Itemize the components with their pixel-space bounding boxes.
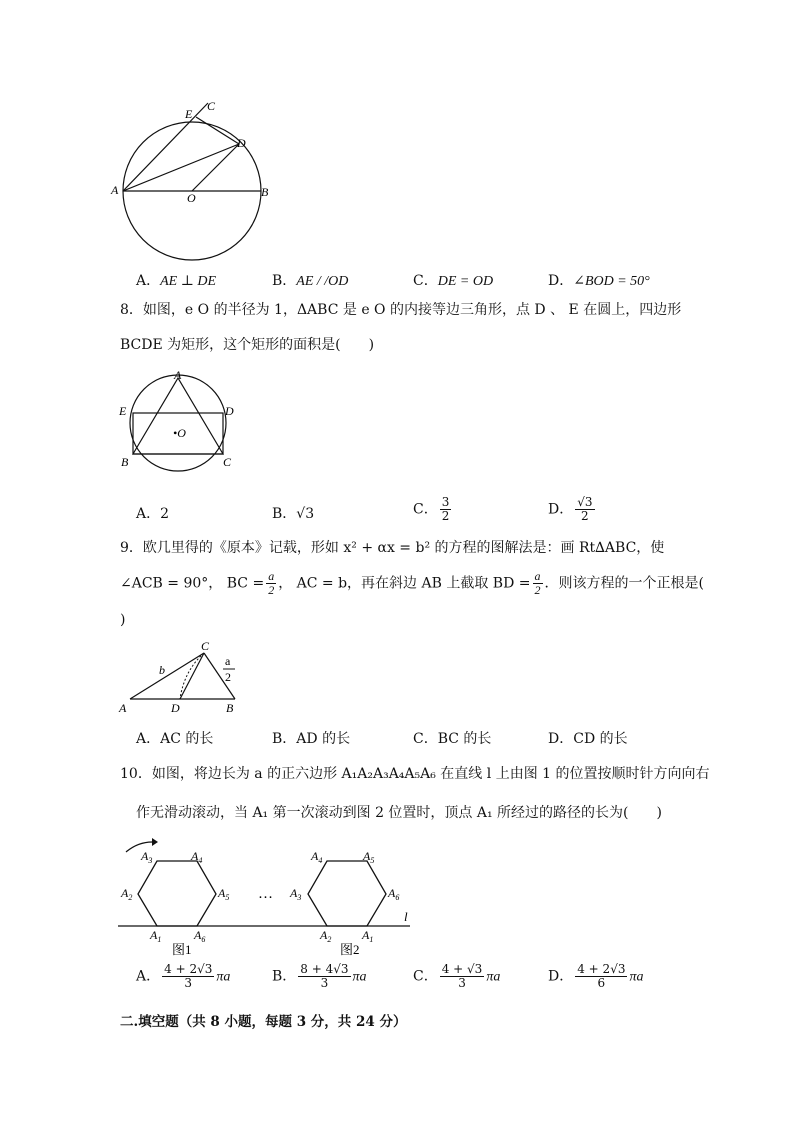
q8-option-b [272,503,314,523]
q9-option-a [136,728,213,748]
q7-option-d-letter: D． [548,273,574,289]
q7-option-a-letter: A． [136,273,161,289]
q8-option-c [413,496,453,523]
q7-option-d-text: ∠BOD = 50° [573,274,650,289]
q10-option-c-fraction [440,963,485,990]
q10-option-c-den: 3 [458,976,466,990]
q10-label-l: l [404,909,408,924]
q7-label-b: B [261,185,269,199]
q10-option-b [272,963,367,990]
q8-option-c-num: 3 [441,495,450,509]
q9-option-a-text: AC 的长 [160,731,214,747]
q10-option-d [548,963,643,990]
q8-circle [130,375,226,471]
q7-line-ed [196,117,239,144]
q9-option-a-letter: A． [136,731,161,747]
q10-option-c-tail: πa [486,969,501,985]
q10-hexagon-fig2 [308,861,386,926]
q9-stem-line3: ) [120,612,126,628]
q10-fig1-label-a1: $A_1$ [150,928,162,944]
q7-option-b-text: AE / /OD [296,274,349,289]
q9-label-b-side: b [159,663,165,677]
q7-option-a [136,270,216,290]
q10-option-b-den: 3 [320,976,329,990]
q9-figure [114,636,254,716]
q9-line2b: ， AC = b，再在斜边 AB 上截取 BD = [278,575,531,592]
q8-option-a-letter: A． [136,506,161,522]
q9-label-a-half-den: 2 [225,670,231,684]
q7-option-d [548,270,650,290]
q9-frac-bd [533,570,543,597]
q10-option-c-num: 4 + √3 [441,962,483,976]
q7-label-e: E [185,107,193,121]
q10-option-b-fraction [298,963,350,990]
q10-option-b-num: 8 + 4√3 [300,962,349,976]
q10-fig1-label-a3: $A_3$ [141,849,153,865]
q8-stem-line1 [120,300,681,320]
q7-line-od [192,144,239,191]
q10-line1: 如图，将边长为 a 的正六边形 A₁A₂A₃A₄A₅A₆ 在直线 l 上由图 1 的位置按顺时针方向向右 [151,766,710,782]
q10-option-a-letter: A． [136,968,161,985]
q10-caption-fig1: 图1 [172,942,192,957]
q9-option-b-text: AD 的长 [296,731,351,747]
q9-option-c-letter: C． [413,731,438,747]
q9-frac-bc-den: 2 [268,583,275,597]
q9-stem-line1 [120,538,664,558]
q8-option-c-fraction [440,496,452,523]
q7-figure [110,95,290,265]
q9-frac-bc [266,570,276,597]
q9-frac-bc-num: a [268,569,275,583]
q7-option-c-letter: C． [413,273,438,289]
q7-line-ac [123,103,208,191]
q8-option-a-text: 2 [160,506,170,522]
q9-stem-line2 [120,570,704,597]
q10-stem-line2: 作无滑动滚动，当 A₁ 第一次滚动到图 2 位置时，顶点 A₁ 所经过的路径的长为( ) [136,805,662,821]
q10-option-c-letter: C． [413,968,438,985]
q10-option-c [413,963,500,990]
q10-fig2-label-a2: $A_2$ [320,928,332,944]
q9-option-b-letter: B． [272,731,297,747]
q9-frac-bd-num: a [534,569,541,583]
q10-fig2-label-a5: $A_5$ [363,849,375,865]
q8-option-d [548,496,597,523]
q10-option-b-letter: B． [272,968,297,985]
q7-option-b [272,270,348,290]
q10-option-b-tail: πa [352,969,367,985]
q8-label-a: A [174,370,182,382]
q8-option-c-letter: C． [413,501,438,518]
q7-label-o: O [187,191,196,205]
q10-figure [110,832,420,960]
q9-number: 9． [120,540,143,556]
q9-side-ac [130,653,204,699]
q8-stem-line2: BCDE 为矩形，这个矩形的面积是( ) [120,337,375,353]
q9-label-a-half-num: a [225,654,231,668]
q9-option-d [548,728,628,748]
q9-label-d: D [171,701,180,715]
q7-option-b-letter: B． [272,273,297,289]
q9-label-b: B [226,701,234,715]
q9-line1: 欧几里得的《原本》记载，形如 x² + αx = b² 的方程的图解法是：画 Rt∆ABC，使 [142,540,665,556]
q7-label-d: D [237,136,246,150]
q8-label-c: C [223,455,232,469]
q8-label-e: E [119,404,127,418]
section-2-heading: 二.填空题（共 8 小题，每题 3 分，共 24 分） [120,1014,407,1030]
q8-option-d-letter: D． [548,501,574,518]
q8-label-o: •O [173,426,186,440]
q9-option-d-letter: D． [548,731,574,747]
q10-option-a [136,963,230,990]
q10-option-a-fraction [162,963,214,990]
q8-figure [114,370,244,475]
q7-label-c: C [207,99,216,113]
q9-label-a: A [119,701,127,715]
q10-dots: … [258,886,273,902]
q10-option-a-tail: πa [216,969,231,985]
q10-fig1-label-a6: $A_6$ [194,928,206,944]
q10-fig1-label-a5: $A_5$ [218,886,230,902]
q10-fig2-label-a1: $A_1$ [362,928,374,944]
q10-caption-fig2: 图2 [340,942,360,957]
q10-number: 10． [120,766,152,782]
q9-option-c-text: BC 的长 [437,731,492,747]
q8-option-b-letter: B． [272,506,297,522]
q8-label-d: D [225,404,234,418]
q9-frac-bd-den: 2 [534,583,541,597]
q10-fig2-label-a4: $A_4$ [311,849,323,865]
q9-option-d-text: CD 的长 [573,731,628,747]
q10-option-a-den: 3 [184,976,193,990]
q9-option-b [272,728,350,748]
q9-option-c [413,728,491,748]
q9-line2c: ．则该方程的一个正根是( [544,575,704,592]
q8-option-d-den: 2 [581,509,589,523]
q10-stem-line1 [120,764,710,784]
q10-option-d-letter: D． [548,968,574,985]
q10-hexagon-fig1 [138,861,216,926]
q8-option-d-fraction [575,496,594,523]
q10-option-d-num: 4 + 2√3 [577,962,626,976]
q7-label-a: A [111,183,119,197]
q10-fig2-label-a3: $A_3$ [290,886,302,902]
q8-label-b: B [121,455,129,469]
q10-fig1-label-a2: $A_2$ [121,886,133,902]
q9-line2a: ∠ACB = 90°， BC = [120,575,265,592]
q7-option-a-text: AE ⊥ DE [160,274,217,289]
q8-number: 8． [120,302,143,318]
q7-line-ad [123,144,239,191]
q8-option-d-num: √3 [577,495,593,509]
q10-option-d-fraction [575,963,627,990]
q7-option-c-text: DE = OD [437,274,494,289]
q10-option-d-tail: πa [629,969,644,985]
q8-option-b-text: √3 [296,506,315,522]
q10-rotation-arrowhead-icon [152,838,158,846]
q10-fig2-label-a6: $A_6$ [388,886,400,902]
q10-option-a-num: 4 + 2√3 [164,962,213,976]
q7-option-c [413,270,493,290]
q8-triangle-abc [133,378,223,454]
q10-fig1-label-a4: $A_4$ [191,849,203,865]
q8-option-a [136,503,169,523]
q8-option-c-den: 2 [441,509,450,523]
q8-line1: 如图，e O 的半径为 1，ΔABC 是 e O 的内接等边三角形，点 D 、 E 在圆上，四边形 [142,302,682,318]
q9-label-c: C [201,639,210,653]
q10-option-d-den: 6 [597,976,606,990]
